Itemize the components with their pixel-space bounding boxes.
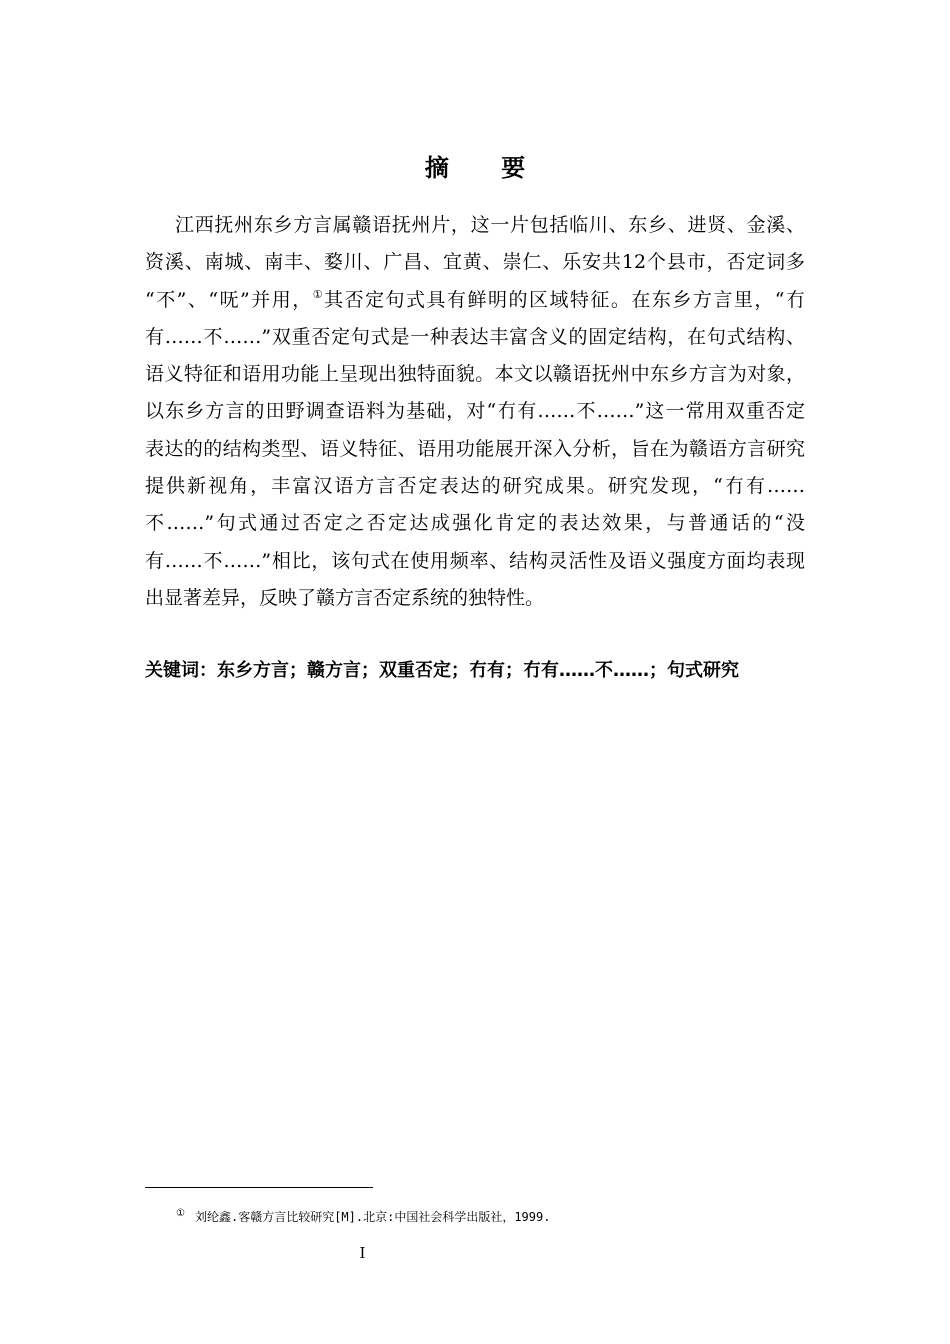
abstract-line: 提供新视角，丰富汉语方言否定表达的研究成果。研究发现，“冇有…… [145,475,805,498]
keywords [145,656,739,682]
footnote-reference: ① [312,287,325,301]
abstract-line: 有……不……”相比，该句式在使用频率、结构灵活性及语义强度方面均表现 [145,549,805,572]
abstract-line-part: “不”、“呒”并用， [145,288,313,311]
footnote-divider [145,1187,373,1188]
abstract-line: 有……不……”双重否定句式是一种表达丰富含义的固定结构，在句式结构、 [145,325,805,348]
footnote-text: 刘纶鑫.客赣方言比较研究[M].北京:中国社会科学出版社，1999. [194,1210,551,1224]
abstract-line: 不……”句式通过否定之否定达成强化肯定的表达效果，与普通话的“没 [145,512,805,535]
abstract-line-part: 其否定句式具有鲜明的区域特征。在东乡方言里，“冇 [324,288,806,311]
keywords-text: 东乡方言；赣方言；双重否定；冇有；冇有……不……；句式研究 [217,660,739,681]
abstract-line: 出显著差异，反映了赣方言否定系统的独特性。 [145,586,545,609]
abstract-body [145,207,805,617]
abstract-line: 表达的的结构类型、语义特征、语用功能展开深入分析，旨在为赣语方言研究 [145,437,805,460]
abstract-line [145,282,805,319]
footnote [176,1208,550,1225]
abstract-title: 摘 要 [424,154,548,182]
abstract-line: 江西抚州东乡方言属赣语抚州片，这一片包括临川、东乡、进贤、金溪、 [175,214,805,236]
abstract-line: 资溪、南城、南丰、婺川、广昌、宜黄、崇仁、乐安共12个县市，否定词多 [145,251,805,274]
footnote-mark: ① [176,1208,185,1219]
abstract-line: 语义特征和语用功能上呈现出独特面貌。本文以赣语抚州中东乡方言为对象， [145,363,805,386]
keywords-label: 关键词： [145,660,217,681]
abstract-line: 以东乡方言的田野调查语料为基础，对“冇有……不……”这一常用双重否定 [145,400,805,423]
page-number: I [359,1244,366,1262]
